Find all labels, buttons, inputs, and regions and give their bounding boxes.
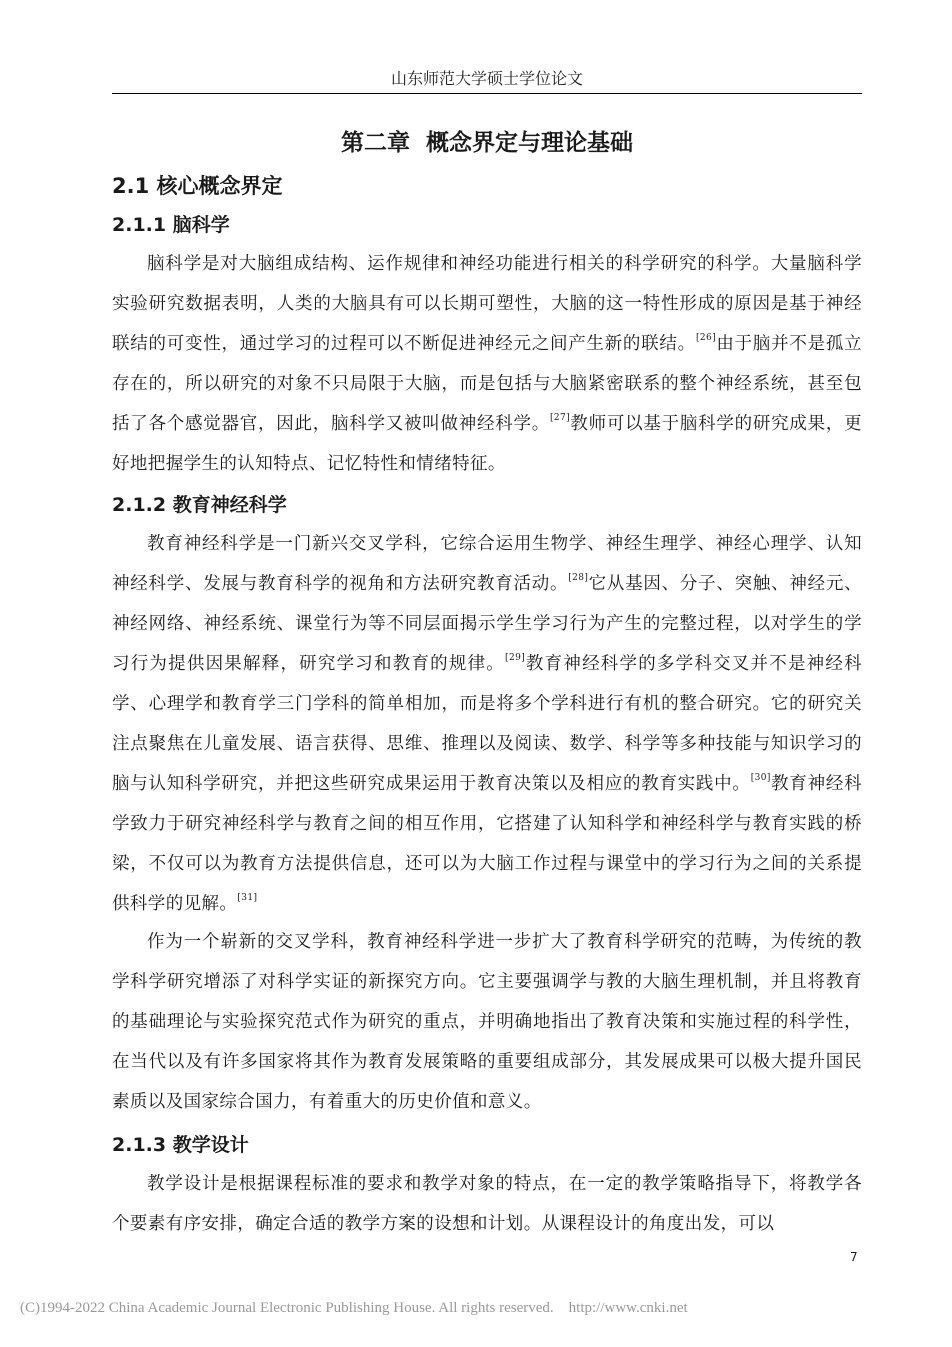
paragraph-educational-neuroscience-2: 作为一个崭新的交叉学科，教育神经科学进一步扩大了教育科学研究的范畴，为传统的教学科学研究增添了对科学实证的新探究方向。它主要强调学与教的大脑生理机制，并且将教育的基础理论与实验探究范式作为研究的重点，并明确地指出了教育决策和实施过程的科学性，在当代以及有许多国家将其作为教育发展策略的重要组成部分，其发展成果可以极大提升国民素质以及国家综合国力，有着重大的历史价值和意义。 — [112, 932, 862, 1112]
copyright-footer: (C)1994-2022 China Academic Journal Electronic Publishing House. All rights reserved. http://www.cnki.net — [20, 1300, 688, 1316]
paragraph-instructional-design: 教学设计是根据课程标准的要求和教学对象的特点，在一定的教学策略指导下，将教学各个要素有序安排，确定合适的教学方案的设想和计划。从课程设计的角度出发，可以 — [112, 1174, 862, 1234]
paragraph-brain-science — [112, 244, 862, 484]
paragraph-text: 教育神经科学的多学科交叉并不是神经科学、心理学和教育学三门学科的简单相加，而是将多个学科进行有机的整合研究。它的研究关注点聚焦在儿童发展、语言获得、思维、推理以及阅读、数学、科学等多种技能与知识学习的脑与认知科学研究，并把这些研究成果运用于教育决策以及相应的教育实践中。 — [112, 654, 862, 794]
chapter-title: 第二章 概念界定与理论基础 — [340, 130, 633, 156]
citation-ref: [30] — [750, 773, 771, 783]
paragraph-educational-neuroscience — [112, 524, 862, 924]
running-header: 山东师范大学硕士学位论文 — [390, 69, 583, 88]
section-heading-2-1-3: 2.1.3 教学设计 — [112, 1134, 249, 1156]
citation-ref: [29] — [505, 653, 526, 663]
page-number: 7 — [850, 1250, 858, 1264]
paragraph-text: 脑科学是对大脑组成结构、运作规律和神经功能进行相关的科学研究的科学。大量脑科学实验研究数据表明，人类的大脑具有可以长期可塑性，大脑的这一特性形成的原因是基于神经联结的可变性，通过学习的过程可以不断促进神经元之间产生新的联结。 — [112, 254, 862, 354]
section-heading-2-1: 2.1 核心概念界定 — [112, 174, 283, 198]
section-heading-2-1-2: 2.1.2 教育神经科学 — [112, 494, 287, 516]
citation-ref: [31] — [237, 893, 258, 903]
citation-ref: [28] — [568, 573, 589, 583]
section-heading-2-1-1: 2.1.1 脑科学 — [112, 214, 230, 236]
header-rule — [112, 93, 862, 94]
citation-ref: [26] — [695, 333, 717, 343]
citation-ref: [27] — [549, 413, 571, 423]
paragraph-text: 教育神经科学是一门新兴交叉学科，它综合运用生物学、神经生理学、神经心理学、认知神经科学、发展与教育科学的视角和方法研究教育活动。 — [112, 534, 862, 594]
paragraph-text: 教育神经科学致力于研究神经科学与教育之间的相互作用，它搭建了认知科学和神经科学与教育实践的桥梁，不仅可以为教育方法提供信息，还可以为大脑工作过程与课堂中的学习行为之间的关系提供科学的见解。 — [112, 774, 863, 914]
paragraph-text: 它从基因、分子、突触、神经元、神经网络、神经系统、课堂行为等不同层面揭示学生学习行为产生的完整过程，以对学生的学习行为提供因果解释，研究学习和教育的规律。 — [112, 574, 863, 674]
paragraph-text: 由于脑并不是孤立存在的，所以研究的对象不只局限于大脑，而是包括与大脑紧密联系的整个神经系统，甚至包括了各个感觉器官，因此，脑科学又被叫做神经科学。 — [112, 334, 862, 434]
paragraph-text: 教师可以基于脑科学的研究成果，更好地把握学生的认知特点、记忆特性和情绪特征。 — [112, 414, 862, 474]
